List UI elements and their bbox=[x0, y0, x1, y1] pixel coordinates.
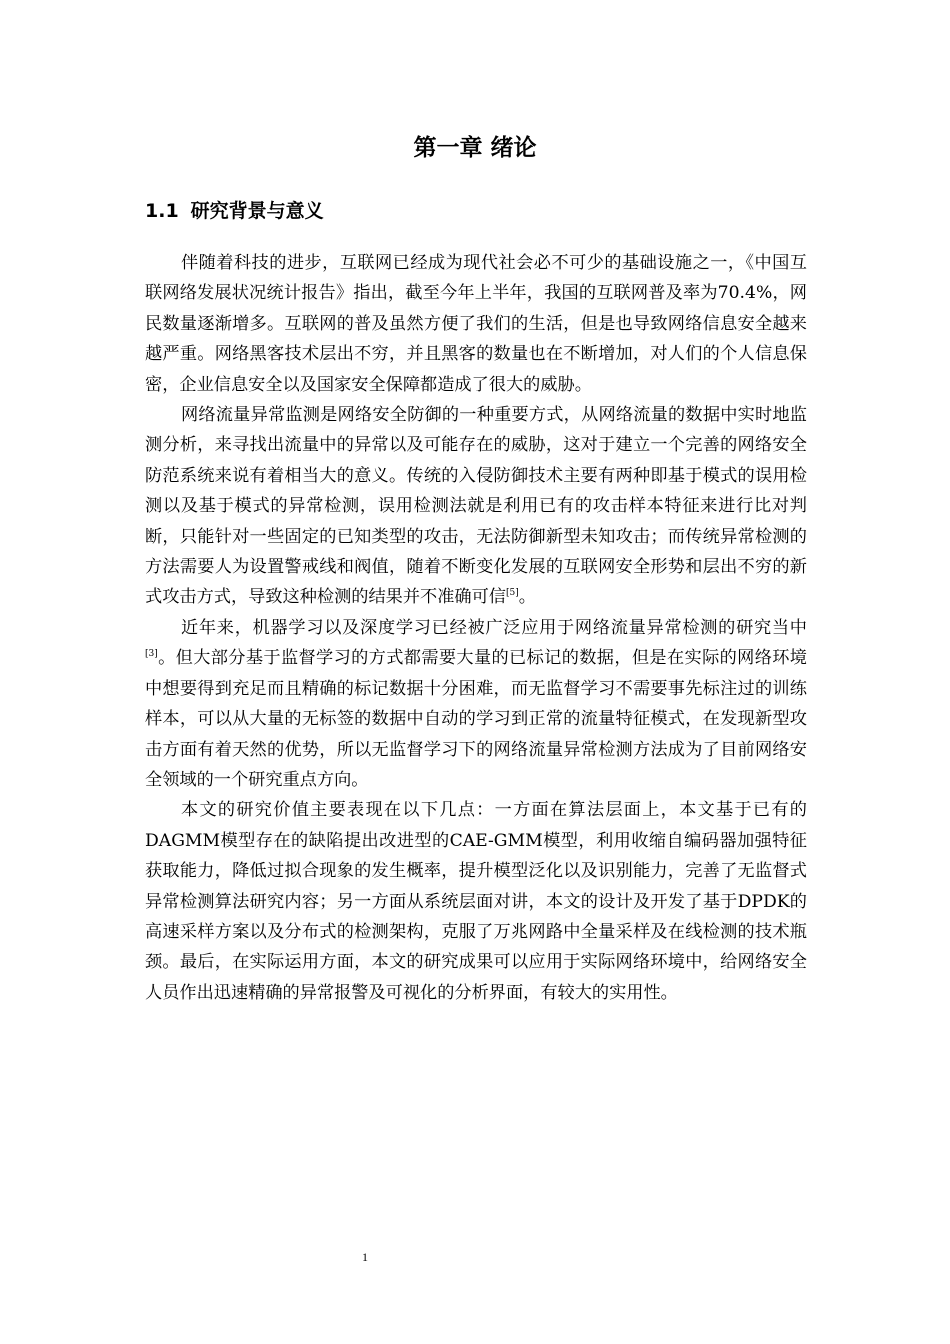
section-title: 研究背景与意义 bbox=[190, 200, 324, 222]
paragraph-4 bbox=[145, 795, 807, 1008]
paragraph-2-tail: 。 bbox=[518, 587, 536, 608]
paragraph-3-tail: 。但大部分基于监督学习的方式都需要大量的已标记的数据，但是在实际的网络环境中想要得到充足而且精确的标记数据十分困难，而无监督学习不需要事先标注过的训练样本，可以从大量的无标签的数据中自动的学习到正常的流量特征模式，在发现新型攻击方面有着天然的优势，所以无监督学习下的网络流量异常检测方法成为了目前网络安全领域的一个研究重点方向。 bbox=[145, 648, 807, 790]
paragraph-1 bbox=[145, 248, 807, 400]
paragraph-4-text: 本文的研究价值主要表现在以下几点：一方面在算法层面上，本文基于已有的DAGMM模型存在的缺陷提出改进型的CAE-GMM模型，利用收缩自编码器加强特征获取能力，降低过拟合现象的发生概率，提升模型泛化以及识别能力，完善了无监督式异常检测算法研究内容；另一方面从系统层面对讲，本文的设计及开发了基于DPDK的高速采样方案以及分布式的检测架构，克服了万兆网路中全量采样及在线检测的技术瓶颈。最后，在实际运用方面，本文的研究成果可以应用于实际网络环境中，给网络安全人员作出迅速精确的异常报警及可视化的分析界面，有较大的实用性。 bbox=[145, 800, 807, 1003]
citation-ref: [3] bbox=[145, 649, 158, 660]
paragraph-3-text: 近年来，机器学习以及深度学习已经被广泛应用于网络流量异常检测的研究当中 bbox=[181, 617, 807, 638]
chapter-title: 第一章 绪论 bbox=[413, 135, 537, 161]
paragraph-2 bbox=[145, 400, 807, 613]
body-text bbox=[145, 248, 807, 1008]
section-number: 1.1 bbox=[145, 200, 179, 222]
page-number: 1 bbox=[362, 1250, 368, 1264]
paragraph-2-text: 网络流量异常监测是网络安全防御的一种重要方式，从网络流量的数据中实时地监测分析，来寻找出流量中的异常以及可能存在的威胁，这对于建立一个完善的网络安全防范系统来说有着相当大的意义。传统的入侵防御技术主要有两种即基于模式的误用检测以及基于模式的异常检测，误用检测法就是利用已有的攻击样本特征来进行比对判断，只能针对一些固定的已知类型的攻击，无法防御新型未知攻击；而传统异常检测的方法需要人为设置警戒线和阀值，随着不断变化发展的互联网安全形势和层出不穷的新式攻击方式，导致这种检测的结果并不准确可信 bbox=[145, 405, 807, 608]
paragraph-1-text: 伴随着科技的进步，互联网已经成为现代社会必不可少的基础设施之一，《中国互联网络发展状况统计报告》指出，截至今年上半年，我国的互联网普及率为70.4%，网民数量逐渐增多。互联网的普及虽然方便了我们的生活，但是也导致网络信息安全越来越严重。网络黑客技术层出不穷，并且黑客的数量也在不断增加，对人们的个人信息保密，企业信息安全以及国家安全保障都造成了很大的威胁。 bbox=[145, 253, 807, 395]
paragraph-3 bbox=[145, 613, 807, 795]
section-heading bbox=[145, 196, 324, 226]
citation-ref: [5] bbox=[505, 588, 519, 599]
